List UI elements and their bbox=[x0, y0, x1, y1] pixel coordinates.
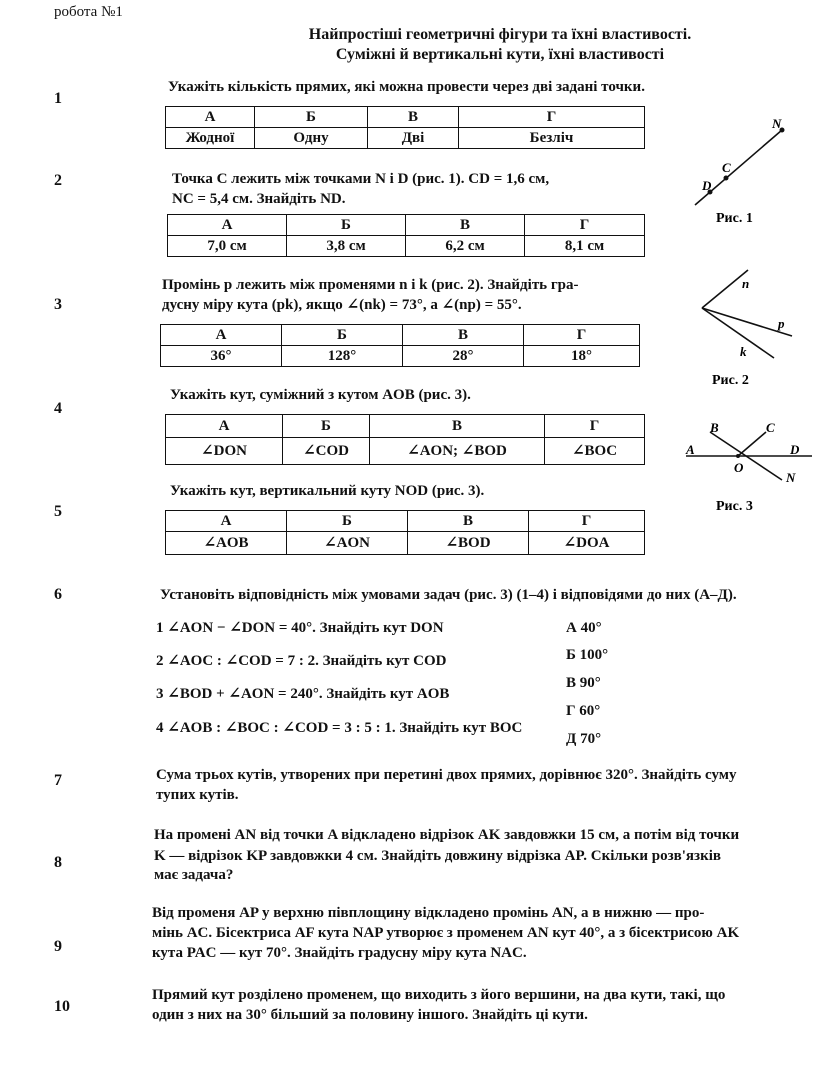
answer-option[interactable]: ∠AON bbox=[287, 532, 408, 555]
figure-3 bbox=[680, 418, 820, 518]
question-number: 9 bbox=[54, 938, 62, 955]
match-option: В 90° bbox=[566, 675, 601, 691]
answer-option[interactable]: 18° bbox=[524, 346, 640, 367]
question-number: 2 bbox=[54, 172, 62, 189]
answer-header: Г bbox=[525, 215, 645, 236]
page-header-label: робота №1 bbox=[54, 4, 123, 20]
match-item: 3 ∠BOD + ∠AON = 240°. Знайдіть кут AOB bbox=[156, 686, 450, 702]
question-text: кута PAC — кут 70°. Знайдіть градусну міру кута NAC. bbox=[152, 945, 527, 961]
figure-caption: Рис. 2 bbox=[712, 373, 749, 388]
answer-option[interactable]: ∠BOD bbox=[408, 532, 529, 555]
question-text: Укажіть кількість прямих, які можна провести через дві задані точки. bbox=[168, 79, 645, 95]
question-text: На промені AN від точки A відкладено відрізок AK завдовжки 15 см, а потім від точки bbox=[154, 827, 740, 843]
answer-table bbox=[165, 414, 645, 465]
question-text: Укажіть кут, суміжний з кутом AOB (рис. 3). bbox=[170, 387, 471, 403]
answer-option[interactable]: Одну bbox=[255, 128, 368, 149]
figure-2 bbox=[690, 262, 810, 392]
label-c: C bbox=[766, 420, 775, 435]
answer-header: Г bbox=[529, 511, 645, 532]
answer-table bbox=[165, 510, 645, 555]
label-d: D bbox=[702, 178, 712, 193]
question-text: Сума трьох кутів, утворених при перетині двох прямих, дорівнює 320°. Знайдіть суму bbox=[156, 767, 737, 783]
answer-header: Б bbox=[255, 107, 368, 128]
answer-header: А bbox=[168, 215, 287, 236]
answer-header: А bbox=[166, 107, 255, 128]
answer-table bbox=[167, 214, 645, 257]
question-number: 6 bbox=[54, 586, 62, 603]
match-option: Д 70° bbox=[566, 731, 602, 747]
point-c bbox=[724, 176, 729, 181]
question-text: має задача? bbox=[154, 867, 234, 883]
question-number: 8 bbox=[54, 854, 62, 871]
match-item: 2 ∠AOC : ∠COD = 7 : 2. Знайдіть кут COD bbox=[156, 653, 447, 669]
answer-option[interactable]: 128° bbox=[282, 346, 403, 367]
label-n: N bbox=[786, 470, 796, 485]
match-item: 1 ∠AON − ∠DON = 40°. Знайдіть кут DON bbox=[156, 620, 444, 636]
figure-caption: Рис. 1 bbox=[716, 211, 753, 226]
question-text: Промінь p лежить між променями n і k (рис. 2). Знайдіть гра- bbox=[162, 277, 579, 293]
question-text: мінь AC. Бісектриса AF кута NAP утворює з променем AN кут 40°, а з бісектрисою AK bbox=[152, 925, 740, 941]
question-text: Установіть відповідність між умовами задач (рис. 3) (1–4) і відповідями до них (А–Д). bbox=[160, 587, 737, 603]
answer-header: В bbox=[406, 215, 525, 236]
page-title: Найпростіші геометричні фігури та їхні властивості. bbox=[308, 26, 692, 43]
answer-option[interactable]: ∠AOB bbox=[166, 532, 287, 555]
label-n: n bbox=[742, 276, 750, 291]
answer-header: В bbox=[408, 511, 529, 532]
question-text: NC = 5,4 см. Знайдіть ND. bbox=[172, 191, 346, 207]
page-subtitle: Суміжні й вертикальні кути, їхні властивості bbox=[335, 46, 665, 63]
question-text: Укажіть кут, вертикальний куту NOD (рис. 3). bbox=[170, 483, 485, 499]
answer-option[interactable]: ∠DON bbox=[166, 438, 283, 465]
answer-header: В bbox=[403, 325, 524, 346]
answer-option[interactable]: ∠AON; ∠BOD bbox=[370, 438, 545, 465]
question-text: Точка C лежить між точками N і D (рис. 1). CD = 1,6 см, bbox=[172, 171, 550, 187]
label-k: k bbox=[740, 344, 747, 359]
answer-header: Б bbox=[282, 325, 403, 346]
answer-table bbox=[165, 106, 645, 149]
answer-header: Б bbox=[287, 511, 408, 532]
answer-header: В bbox=[368, 107, 459, 128]
line-segment bbox=[695, 130, 782, 205]
label-o: O bbox=[734, 460, 744, 475]
question-number: 4 bbox=[54, 400, 62, 417]
answer-option[interactable]: ∠COD bbox=[283, 438, 370, 465]
answer-option[interactable]: 36° bbox=[161, 346, 282, 367]
answer-header: Г bbox=[524, 325, 640, 346]
label-p: p bbox=[778, 316, 785, 331]
label-a: A bbox=[686, 442, 695, 457]
answer-header: А bbox=[166, 511, 287, 532]
answer-header: В bbox=[370, 415, 545, 438]
answer-option[interactable]: 6,2 см bbox=[406, 236, 525, 257]
answer-option[interactable]: Жодної bbox=[166, 128, 255, 149]
figure-1 bbox=[680, 110, 800, 235]
figure-caption: Рис. 3 bbox=[716, 499, 753, 514]
question-text: K — відрізок KP завдовжки 4 см. Знайдіть довжину відрізка AP. Скільки розв'язків bbox=[154, 848, 721, 864]
answer-option[interactable]: Безліч bbox=[459, 128, 645, 149]
answer-option[interactable]: 3,8 см bbox=[287, 236, 406, 257]
answer-option[interactable]: ∠BOC bbox=[545, 438, 645, 465]
match-item: 4 ∠AOB : ∠BOC : ∠COD = 3 : 5 : 1. Знайдіть кут BOC bbox=[156, 720, 523, 736]
question-text: один з них на 30° більший за половину іншого. Знайдіть ці кути. bbox=[152, 1007, 588, 1023]
question-number: 5 bbox=[54, 503, 62, 520]
question-number: 3 bbox=[54, 296, 62, 313]
ray-oc bbox=[738, 432, 766, 456]
point-o bbox=[736, 454, 740, 458]
ray-k bbox=[702, 308, 774, 358]
question-text: тупих кутів. bbox=[156, 787, 239, 803]
match-option: А 40° bbox=[566, 620, 602, 636]
answer-option[interactable]: 28° bbox=[403, 346, 524, 367]
match-option: Г 60° bbox=[566, 703, 601, 719]
label-b: B bbox=[710, 420, 719, 435]
question-number: 1 bbox=[54, 90, 62, 107]
answer-header: А bbox=[166, 415, 283, 438]
answer-option[interactable]: Дві bbox=[368, 128, 459, 149]
answer-header: Б bbox=[287, 215, 406, 236]
question-text: Від променя AP у верхню півплощину відкладено промінь AN, а в нижню — про- bbox=[152, 905, 705, 921]
answer-option[interactable]: 7,0 см bbox=[168, 236, 287, 257]
question-number: 7 bbox=[54, 772, 62, 789]
question-text: дусну міру кута (pk), якщо ∠(nk) = 73°, а ∠(np) = 55°. bbox=[162, 297, 522, 313]
label-n: N bbox=[772, 116, 782, 131]
answer-header: А bbox=[161, 325, 282, 346]
question-number: 10 bbox=[54, 998, 70, 1015]
answer-option[interactable]: 8,1 см bbox=[525, 236, 645, 257]
match-option: Б 100° bbox=[566, 647, 609, 663]
label-d: D bbox=[790, 442, 800, 457]
question-text: Прямий кут розділено променем, що виходить з його вершини, на два кути, такі, що bbox=[152, 987, 726, 1003]
answer-header: Г bbox=[545, 415, 645, 438]
answer-option[interactable]: ∠DOA bbox=[529, 532, 645, 555]
answer-header: Г bbox=[459, 107, 645, 128]
answer-header: Б bbox=[283, 415, 370, 438]
answer-table bbox=[160, 324, 640, 367]
label-c: C bbox=[722, 160, 731, 175]
